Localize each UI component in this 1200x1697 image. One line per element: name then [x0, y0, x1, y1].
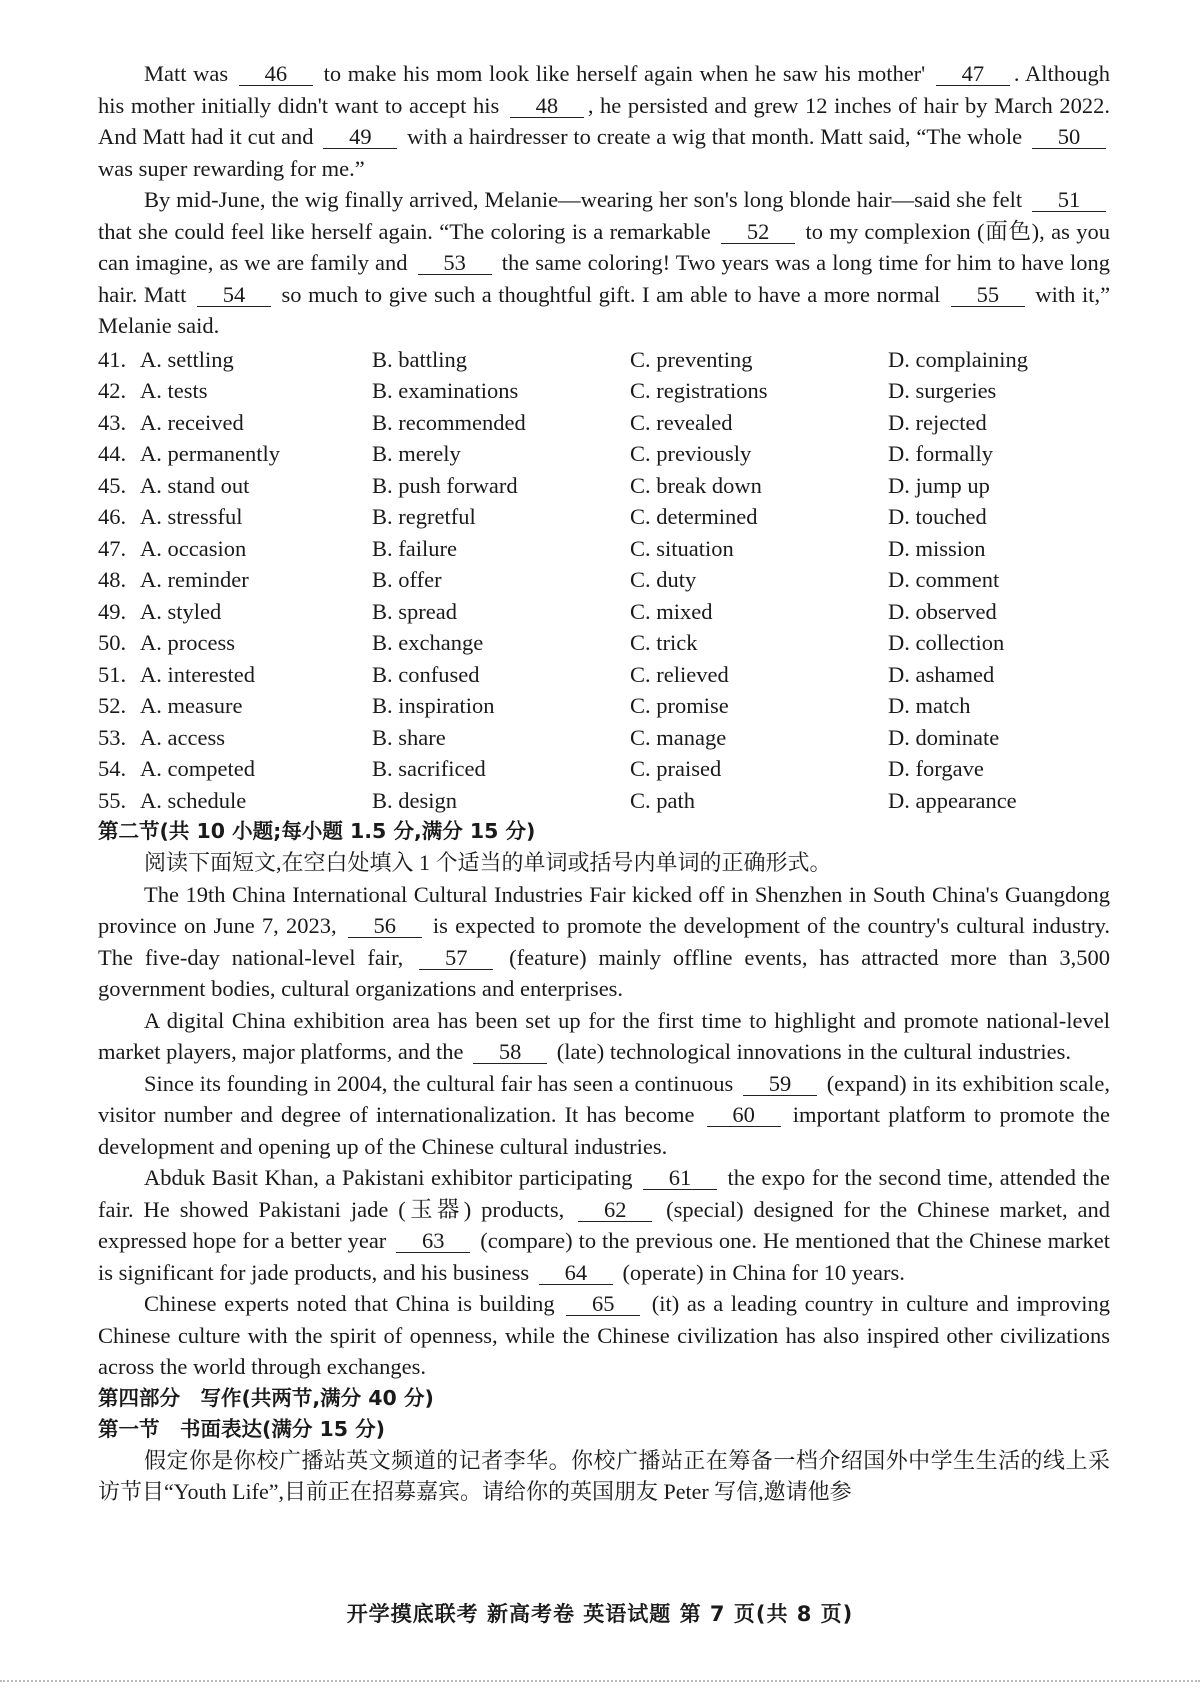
blank-48: 48: [510, 95, 584, 118]
question-number: 47.: [98, 535, 127, 561]
option-row: [98, 407, 1110, 439]
blank-63: 63: [396, 1230, 470, 1253]
option-b: B. confused: [372, 661, 480, 687]
option-c: C. revealed: [630, 409, 733, 435]
option-d: D. comment: [888, 567, 1000, 592]
option-row: [98, 659, 1110, 691]
blank-47: 47: [936, 63, 1010, 86]
option-b: B. inspiration: [372, 693, 495, 718]
option-b: B. share: [372, 724, 446, 750]
blank-51: 51: [1032, 189, 1106, 212]
option-b: B. push forward: [372, 472, 518, 498]
blank-57: 57: [419, 947, 493, 970]
option-d: D. touched: [888, 504, 987, 529]
option-a: A. reminder: [140, 567, 249, 592]
option-b: B. offer: [372, 567, 442, 592]
option-row: [98, 722, 1110, 754]
part-title: 第四部分 写作(共两节,满分 40 分): [98, 1385, 434, 1410]
question-number: 51.: [98, 661, 127, 687]
blank-58: 58: [473, 1041, 547, 1064]
option-a: A. tests: [140, 378, 208, 403]
option-a: A. access: [140, 724, 225, 750]
passage-paragraph: By mid-June, the wig finally arrived, Melanie—wearing her son's long blonde hair—said she felt 51 that she could feel like herself again. “The coloring is a remarkable 52 to my complexion (面色), as you can imagine, as we are family and 53 the same coloring! Two years was a long time for him to have long hair. Matt 54 so much to give such a thoughtful gift. I am able to have a more normal 55 with it,” Melanie said.: [98, 187, 1111, 338]
option-a: A. permanently: [140, 441, 280, 466]
option-a: A. competed: [140, 756, 255, 781]
option-row: [98, 470, 1110, 502]
option-c: C. praised: [630, 756, 722, 781]
option-c: C. trick: [630, 630, 698, 655]
question-number: 41.: [98, 346, 127, 372]
question-number: 42.: [98, 378, 127, 403]
option-c: C. duty: [630, 567, 697, 592]
blank-52: 52: [721, 221, 795, 244]
blank-59: 59: [743, 1073, 817, 1096]
passage-paragraph: Matt was 46 to make his mom look like herself again when he saw his mother' 47 . Although his mother initially didn't want to accept his 48 , he persisted and grew 12 inches of hair by March 2022. And Matt had it cut and 49 with a hairdresser to create a wig that month. Matt said, “The whole 50 was super rewarding for me.”: [98, 61, 1110, 181]
blank-65: 65: [566, 1293, 640, 1316]
blank-61: 61: [643, 1167, 717, 1190]
option-row: [98, 596, 1110, 628]
option-b: B. exchange: [372, 630, 484, 655]
blank-55: 55: [951, 284, 1025, 307]
question-number: 45.: [98, 472, 127, 498]
option-row: [98, 533, 1110, 565]
option-b: B. failure: [372, 535, 457, 561]
option-c: C. promise: [630, 693, 729, 718]
option-d: D. dominate: [888, 724, 1000, 750]
option-b: B. sacrificed: [372, 756, 486, 781]
option-row: [98, 753, 1110, 785]
blank-46: 46: [239, 63, 313, 86]
option-d: D. mission: [888, 535, 986, 561]
option-d: D. formally: [888, 441, 993, 466]
options-list: [98, 344, 1110, 817]
blank-54: 54: [197, 284, 271, 307]
option-a: A. schedule: [140, 787, 247, 813]
question-number: 48.: [98, 567, 127, 592]
option-b: B. recommended: [372, 409, 526, 435]
option-a: A. measure: [140, 693, 243, 718]
writing-prompt: 假定你是你校广播站英文频道的记者李华。你校广播站正在筹备一档介绍国外中学生生活的线上采访节目“Youth Life”,目前正在招募嘉宾。请给你的英国朋友 Peter 写信,邀请他参: [98, 1447, 1110, 1504]
blank-60: 60: [707, 1104, 781, 1127]
option-c: C. determined: [630, 504, 758, 529]
option-c: C. mixed: [630, 598, 713, 624]
option-d: D. appearance: [888, 787, 1017, 813]
option-a: A. occasion: [140, 535, 247, 561]
blank-50: 50: [1032, 126, 1106, 149]
grammar-paragraph: A digital China exhibition area has been set up for the first time to highlight and promote national-level market players, major platforms, and the 58 (late) technological innovations in the cultural industries.: [98, 1007, 1110, 1064]
blank-56: 56: [348, 915, 422, 938]
option-row: [98, 785, 1110, 817]
option-row: [98, 501, 1110, 533]
option-row: [98, 690, 1110, 722]
question-number: 43.: [98, 409, 127, 435]
option-d: D. match: [888, 693, 971, 718]
grammar-paragraph: The 19th China International Cultural Industries Fair kicked off in Shenzhen in South China's Guangdong province on June 7, 2023, 56 is expected to promote the development of the country's cultural industry. The five-day national-level fair, 57 (feature) mainly offline events, has attracted more than 3,500 government bodies, cultural organizations and enterprises.: [98, 881, 1111, 1001]
question-number: 55.: [98, 787, 127, 813]
option-d: D. observed: [888, 598, 997, 624]
option-d: D. rejected: [888, 409, 987, 435]
question-number: 53.: [98, 724, 127, 750]
option-a: A. settling: [140, 346, 234, 372]
blank-49: 49: [323, 126, 397, 149]
option-a: A. process: [140, 630, 235, 655]
question-number: 44.: [98, 441, 127, 466]
option-d: D. jump up: [888, 472, 990, 498]
question-number: 52.: [98, 693, 127, 718]
option-a: A. styled: [140, 598, 222, 624]
grammar-paragraph: Abduk Basit Khan, a Pakistani exhibitor participating 61 the expo for the second time, attended the fair. He showed Pakistani jade (玉器) products, 62 (special) designed for the Chinese market, and expressed hope for a better year 63 (compare) to the previous one. He mentioned that the Chinese market is significant for jade products, and his business 64 (operate) in China for 10 years.: [98, 1165, 1111, 1285]
option-row: [98, 564, 1110, 596]
option-c: C. situation: [630, 535, 734, 561]
option-row: [98, 344, 1110, 376]
option-c: C. relieved: [630, 661, 729, 687]
option-d: D. complaining: [888, 346, 1028, 372]
question-number: 50.: [98, 630, 127, 655]
option-a: A. interested: [140, 661, 255, 687]
option-b: B. battling: [372, 346, 467, 372]
option-b: B. regretful: [372, 504, 476, 529]
blank-64: 64: [539, 1262, 613, 1285]
option-c: C. manage: [630, 724, 727, 750]
option-row: [98, 438, 1110, 470]
question-number: 46.: [98, 504, 127, 529]
option-c: C. preventing: [630, 346, 753, 372]
option-d: D. surgeries: [888, 378, 997, 403]
section-instruction: 阅读下面短文,在空白处填入 1 个适当的单词或括号内单词的正确形式。: [144, 850, 832, 875]
option-a: A. received: [140, 409, 244, 435]
option-d: D. forgave: [888, 756, 984, 781]
question-number: 54.: [98, 756, 127, 781]
option-b: B. design: [372, 787, 458, 813]
option-b: B. spread: [372, 598, 457, 624]
page-footer: 开学摸底联考 新高考卷 英语试题 第 7 页(共 8 页): [346, 1602, 854, 1626]
option-b: B. merely: [372, 441, 461, 466]
option-d: D. ashamed: [888, 661, 995, 687]
blank-62: 62: [578, 1199, 652, 1222]
option-c: C. previously: [630, 441, 752, 466]
option-c: C. break down: [630, 472, 762, 498]
writing-section-title: 第一节 书面表达(满分 15 分): [98, 1416, 386, 1441]
option-c: C. registrations: [630, 378, 768, 403]
section-title: 第二节(共 10 小题;每小题 1.5 分,满分 15 分): [98, 819, 536, 843]
option-row: [98, 627, 1110, 659]
grammar-paragraph: Since its founding in 2004, the cultural fair has seen a continuous 59 (expand) in its exhibition scale, visitor number and degree of internationalization. It has become 60 important platform to promote the development and opening up of the Chinese cultural industries.: [98, 1070, 1111, 1159]
option-c: C. path: [630, 787, 695, 813]
option-a: A. stand out: [140, 472, 250, 498]
blank-53: 53: [418, 252, 492, 275]
option-row: [98, 375, 1110, 407]
grammar-paragraph: Chinese experts noted that China is building 65 (it) as a leading country in culture and improving Chinese culture with the spirit of openness, while the Chinese civilization has also inspired other civilizations across the world through exchanges.: [98, 1291, 1111, 1379]
question-number: 49.: [98, 598, 127, 624]
scan-edge-dots: [0, 1680, 1200, 1684]
option-b: B. examinations: [372, 378, 519, 403]
option-d: D. collection: [888, 630, 1005, 655]
option-a: A. stressful: [140, 504, 243, 529]
